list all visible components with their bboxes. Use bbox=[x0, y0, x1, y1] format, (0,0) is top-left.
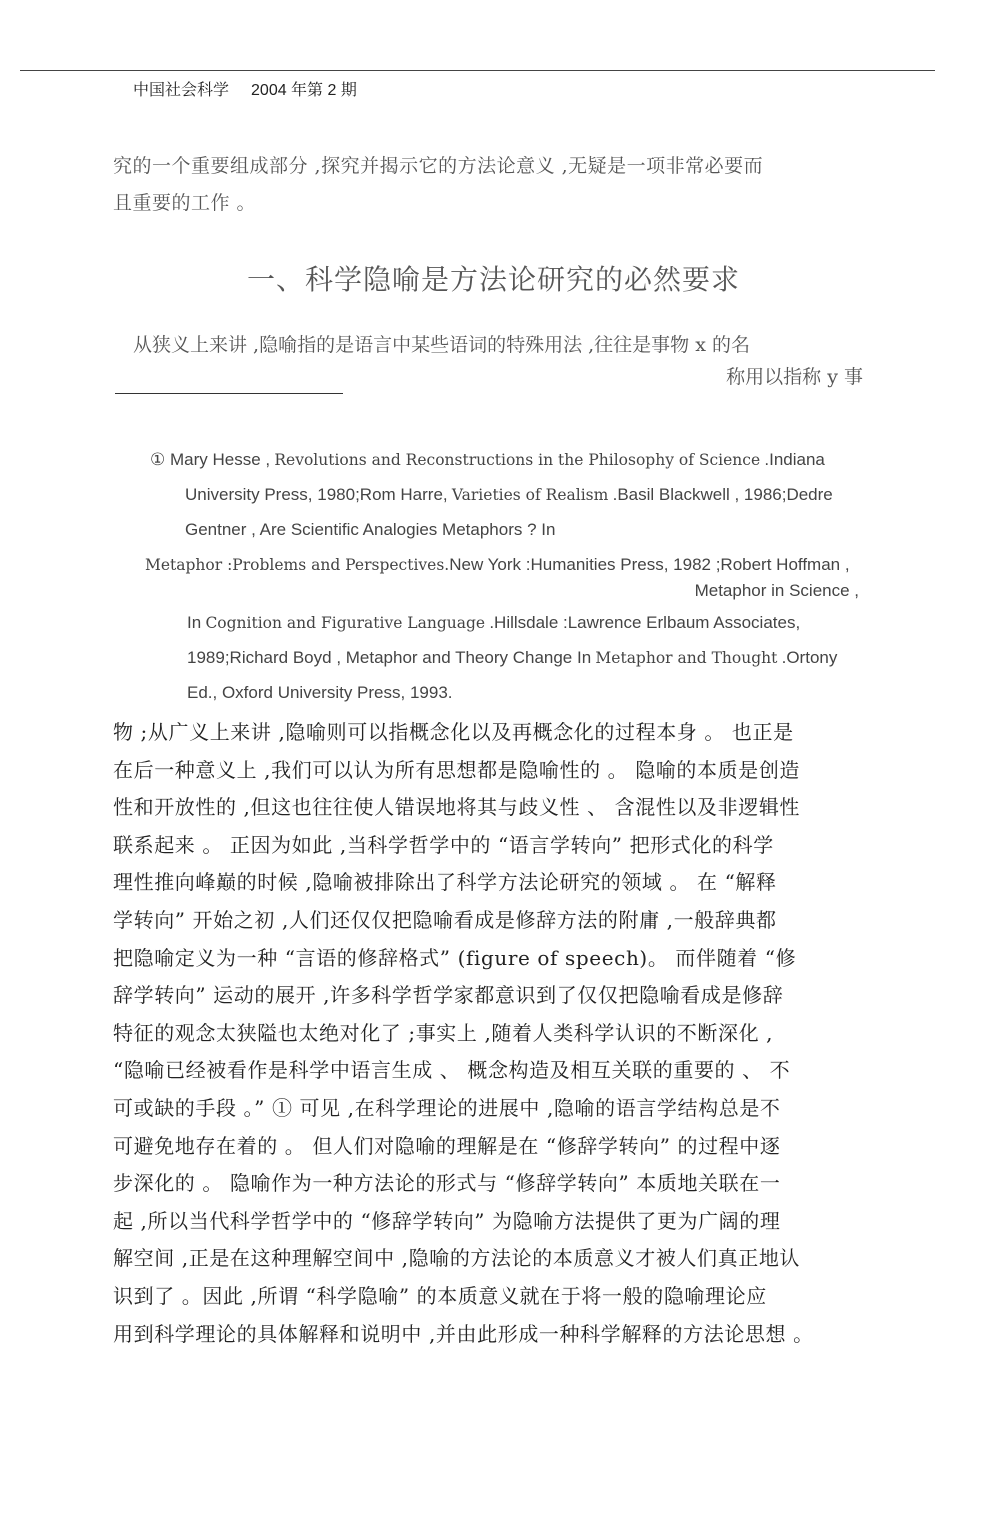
footnote-line bbox=[185, 520, 555, 540]
footnote-text: 1989;Richard Boyd , Metaphor and Theory Change In bbox=[187, 648, 592, 667]
footnote-text: .Indiana bbox=[764, 450, 825, 469]
body-line: 可或缺的手段 。” ① 可见 ,在科学理论的进展中 ,隐喻的语言学结构总是不 bbox=[113, 1095, 781, 1120]
footnote-rule bbox=[115, 393, 343, 394]
body-line: 物 ;从广义上来讲 ,隐喻则可以指概念化以及再概念化的过程本身 。 也正是 bbox=[113, 720, 794, 744]
footnote-text: Ed., Oxford University Press, 1993. bbox=[187, 683, 453, 702]
footnote-text: Metaphor in Science , bbox=[694, 581, 859, 600]
body-line: 联系起来 。 正因为如此 ,当科学哲学中的 “语言学转向” 把形式化的科学 bbox=[113, 832, 774, 857]
body-line: 性和开放性的 ,但这也往往使人错误地将其与歧义性 、 含混性以及非逻辑性 bbox=[113, 795, 801, 820]
footnote-text: Gentner , Are Scientific Analogies Metaphors ? In bbox=[185, 520, 556, 539]
body-line: 特征的观念太狭隘也太绝对化了 ;事实上 ,随着人类科学认识的不断深化 , bbox=[113, 1020, 774, 1045]
section-title: 一、科学隐喻是方法论研究的必然要求 bbox=[246, 263, 740, 296]
footnote-text: .Hillsdale :Lawrence Erlbaum Associates, bbox=[489, 613, 801, 632]
header-rule bbox=[20, 70, 935, 71]
body-line: 识到了 。因此 ,所谓 “科学隐喻” 的本质意义就在于将一般的隐喻理论应 bbox=[113, 1283, 767, 1308]
body-paragraph bbox=[113, 714, 863, 1353]
intro-line: 且重要的工作 。 bbox=[113, 192, 257, 214]
footnote-line bbox=[185, 485, 833, 505]
footnote-line bbox=[187, 648, 837, 668]
body-line: 辞学转向” 运动的展开 ,许多科学哲学家都意识到了仅仅把隐喻看成是修辞 bbox=[113, 983, 784, 1008]
footnote-title: Revolutions and Reconstructions in the Philosophy of Science bbox=[274, 451, 761, 469]
body-line: 用到科学理论的具体解释和说明中 ,并由此形成一种科学解释的方法论思想 。 bbox=[113, 1321, 814, 1346]
footnote-line bbox=[187, 683, 453, 703]
body-line: 在后一种意义上 ,我们可以认为所有思想都是隐喻性的 。 隐喻的本质是创造 bbox=[113, 757, 801, 782]
footnote-text: In bbox=[187, 613, 202, 632]
body-line: 理性推向峰巅的时候 ,隐喻被排除出了科学方法论研究的领域 。 在 “解释 bbox=[113, 870, 777, 895]
body-line: “隐喻已经被看作是科学中语言生成 、 概念构造及相互关联的重要的 、 不 bbox=[113, 1058, 791, 1083]
footnote-text: .Basil Blackwell , 1986;Dedre bbox=[612, 485, 833, 504]
intro-paragraph bbox=[113, 148, 861, 222]
footnote-title: Metaphor and Thought bbox=[595, 649, 778, 667]
footnote-text: ① Mary Hesse , bbox=[150, 450, 271, 469]
footnote-line bbox=[150, 450, 825, 470]
body-line: 解空间 ,正是在这种理解空间中 ,隐喻的方法论的本质意义才被人们真正地认 bbox=[113, 1246, 801, 1271]
body-line: 步深化的 。 隐喻作为一种方法论的形式与 “修辞学转向” 本质地关联在一 bbox=[113, 1171, 781, 1196]
footnote-text: New York :Humanities Press, 1982 ;Robert Hoffman , bbox=[449, 555, 850, 574]
issue-label: 2004 年第 2 期 bbox=[251, 82, 357, 99]
body-line: 可避免地存在着的 。 但人们对隐喻的理解是在 “修辞学转向” 的过程中逐 bbox=[113, 1133, 781, 1158]
running-head bbox=[133, 77, 357, 100]
footnote-title: Varieties of Realism bbox=[451, 486, 609, 504]
intro-line: 究的一个重要组成部分 ,探究并揭示它的方法论意义 ,无疑是一项非常必要而 bbox=[113, 155, 764, 177]
narrow-paragraph-line-1: 从狭义上来讲 ,隐喻指的是语言中某些语词的特殊用法 ,往往是事物 x 的名 bbox=[133, 334, 750, 356]
footnote-title: Cognition and Figurative Language bbox=[205, 614, 486, 632]
footnote-line bbox=[695, 581, 859, 601]
footnote-title: Metaphor :Problems and Perspectives. bbox=[145, 556, 450, 574]
footnote-text: .Ortony bbox=[781, 648, 838, 667]
footnote-line bbox=[145, 555, 850, 575]
body-line: 起 ,所以当代科学哲学中的 “修辞学转向” 为隐喻方法提供了更为广阔的理 bbox=[113, 1208, 781, 1233]
narrow-paragraph-line-2: 称用以指称 y 事 bbox=[726, 366, 863, 388]
footnote-text: University Press, 1980;Rom Harre, bbox=[185, 485, 448, 504]
journal-name: 中国社会科学 bbox=[133, 82, 230, 99]
footnote-line bbox=[187, 613, 800, 633]
body-line: 把隐喻定义为一种 “言语的修辞格式” (figure of speech)。 而伴随着 “修 bbox=[113, 945, 797, 970]
body-line: 学转向” 开始之初 ,人们还仅仅把隐喻看成是修辞方法的附庸 ,一般辞典都 bbox=[113, 907, 777, 932]
